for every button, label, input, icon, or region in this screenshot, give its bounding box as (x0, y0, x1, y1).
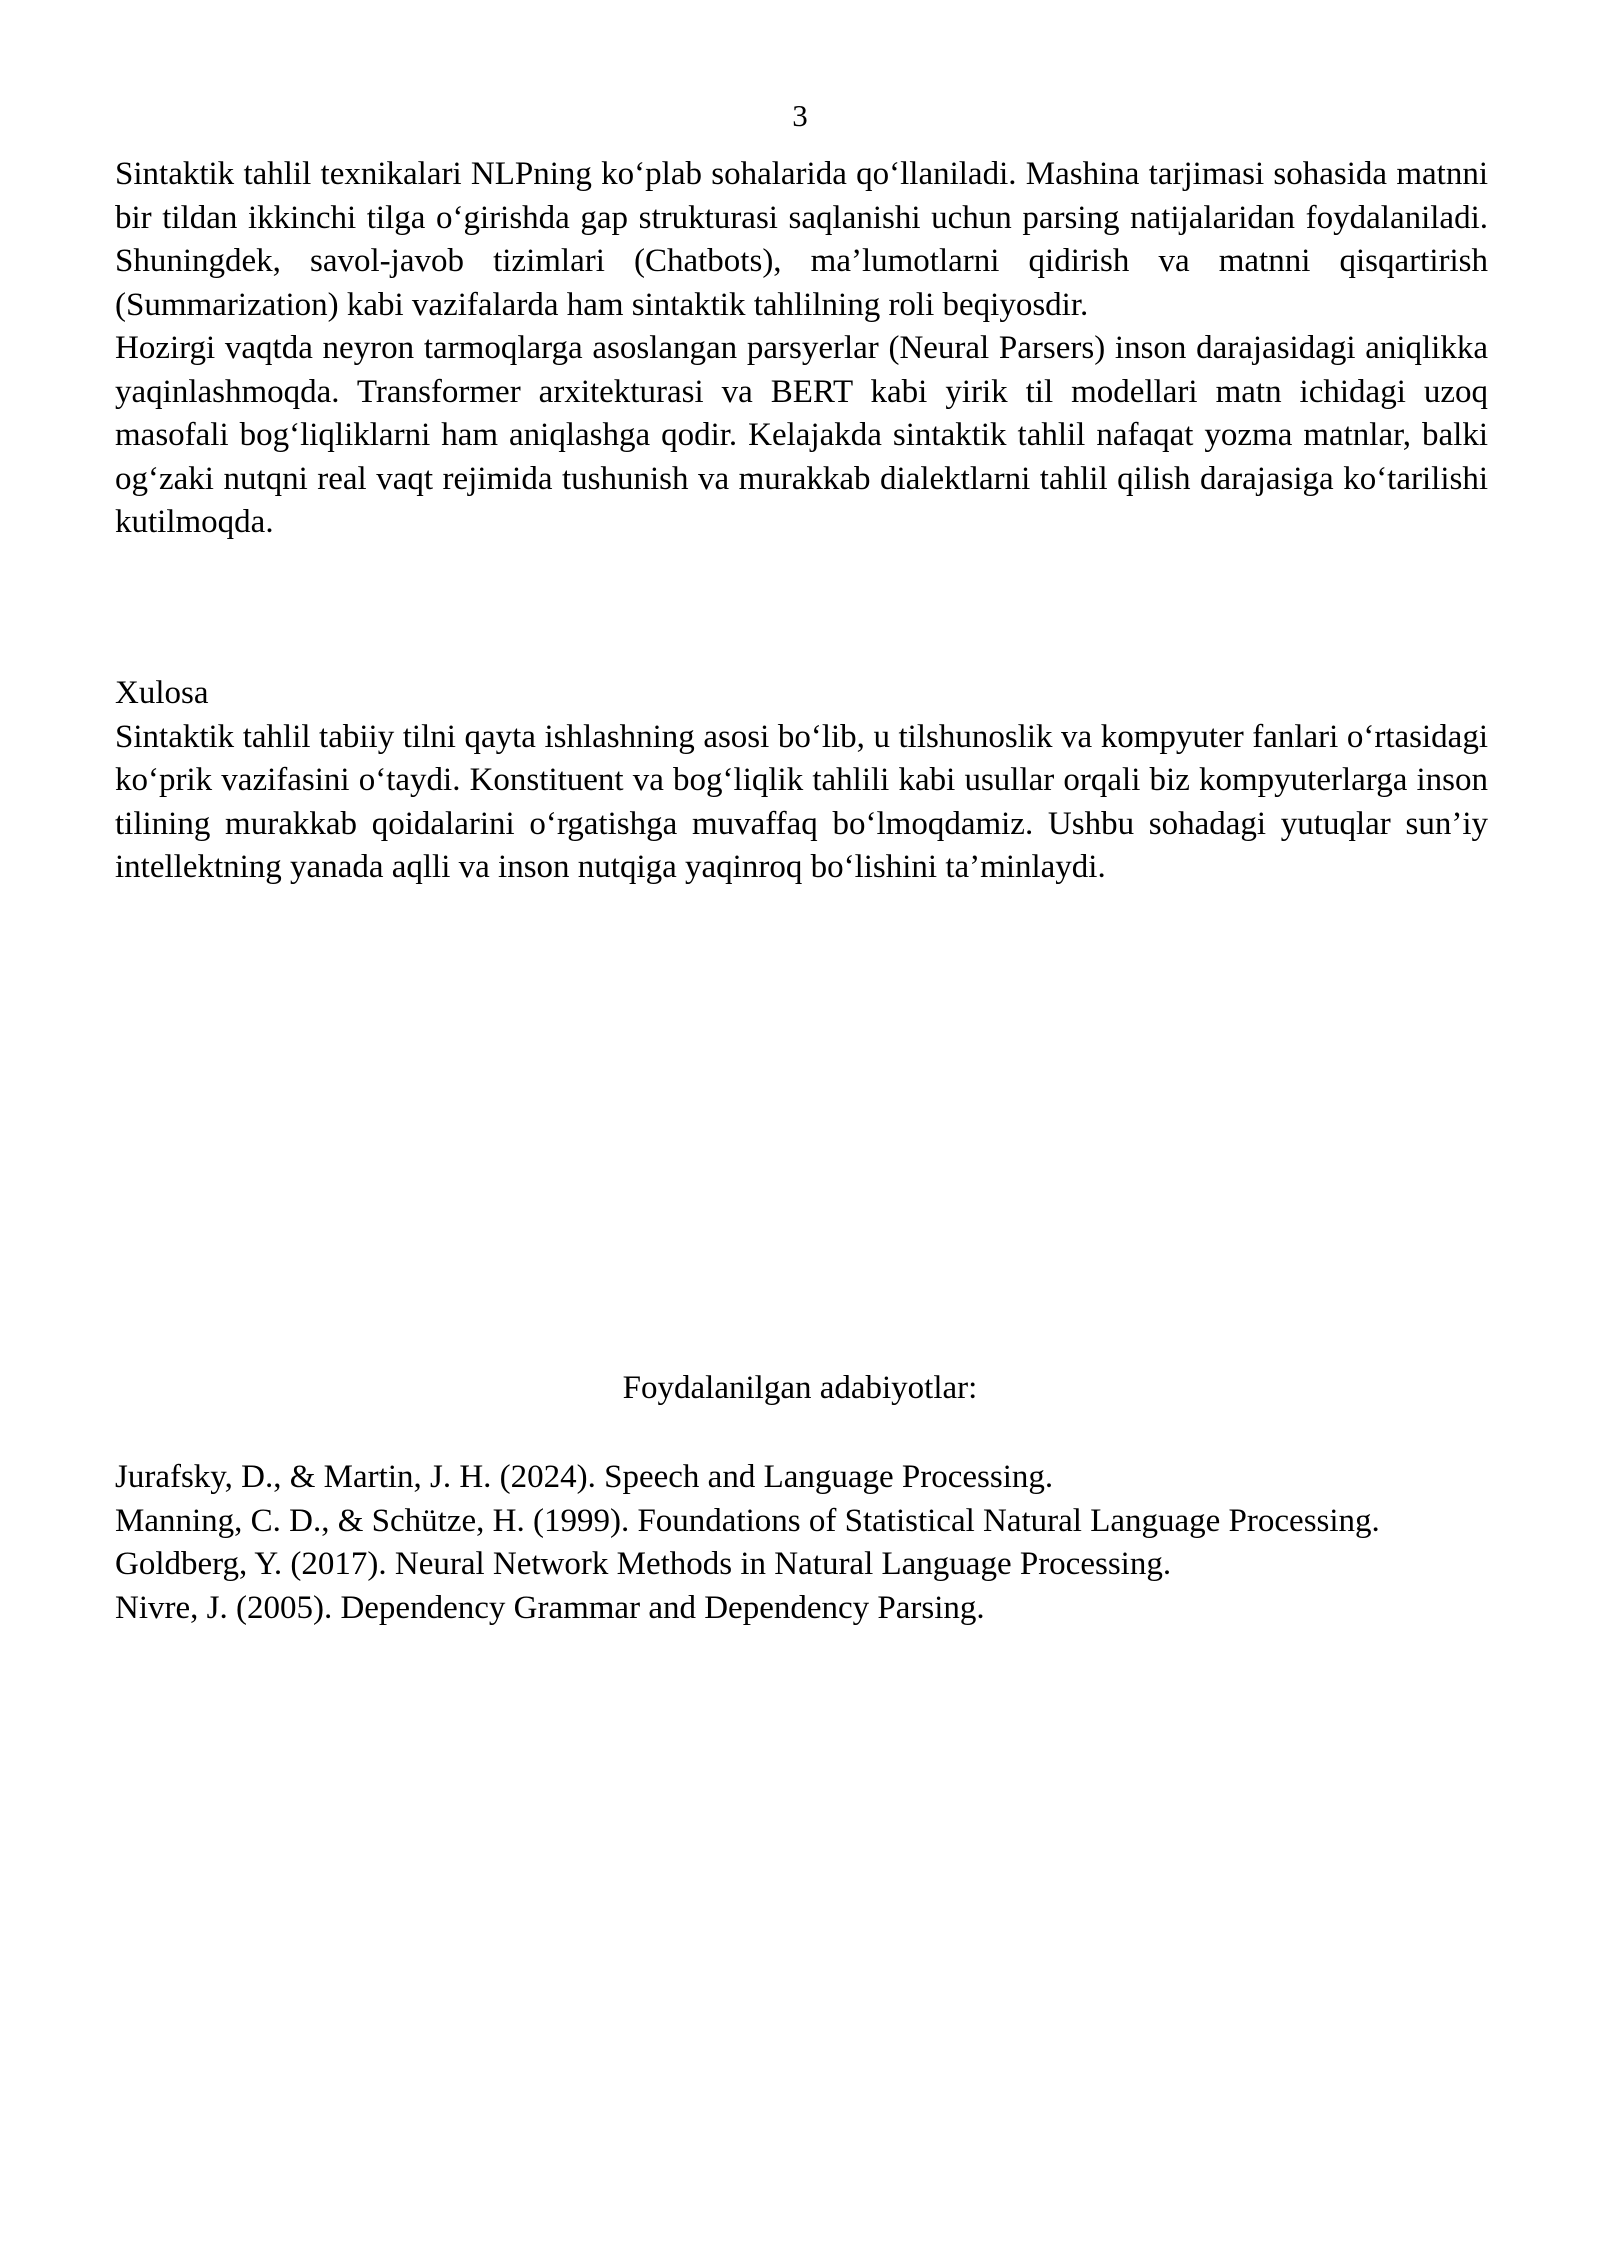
conclusion-paragraph: Sintaktik tahlil tabiiy tilni qayta ishlashning asosi bo‘lib, u tilshunoslik va kompyuter fanlari o‘rtasidagi ko‘prik vazifasini o‘taydi. Konstituent va bog‘liqlik tahlili kabi usullar orqali biz kompyuterlarga inson tilining murakkab qoidalarini o‘rgatishga muvaffaq bo‘lmoqdamiz. Ushbu sohadagi yutuqlar sun’iy intellektning yanada aqlli va inson nutqiga yaqinroq bo‘lishini ta’minlaydi. (115, 718, 1488, 885)
conclusion-heading: Xulosa (115, 675, 209, 711)
reference-item: Manning, C. D., & Schütze, H. (1999). Foundations of Statistical Natural Language Processing. (115, 1502, 1380, 1539)
page-number: 3 (792, 98, 808, 133)
reference-item: Nivre, J. (2005). Dependency Grammar and Dependency Parsing. (115, 1589, 985, 1626)
body-paragraph-2: Hozirgi vaqtda neyron tarmoqlarga asoslangan parsyerlar (Neural Parsers) inson darajasidagi aniqlikka yaqinlashmoqda. Transformer arxitekturasi va BERT kabi yirik til modellari matn ichidagi uzoq masofali bog‘liqliklarni ham aniqlashga qodir. Kelajakda sintaktik tahlil nafaqat yozma matnlar, balki og‘zaki nutqni real vaqt rejimida tushunish va murakkab dialektlarni tahlil qilish darajasiga ko‘tarilishi kutilmoqda. (115, 330, 1488, 540)
references-title: Foydalanilgan adabiyotlar: (622, 1370, 978, 1406)
body-section (115, 153, 1488, 545)
body-paragraph-1: Sintaktik tahlil texnikalari NLPning ko‘plab sohalarida qo‘llaniladi. Mashina tarjimasi sohasida matnni bir tildan ikkinchi tilga o‘girishda gap strukturasi saqlanishi uchun parsing natijalaridan foydalaniladi. Shuningdek, savol-javob tizimlari (Chatbots), ma’lumotlarni qidirish va matnni qisqartirish (Summarization) kabi vazifalarda ham sintaktik tahlilning roli beqiyosdir. (115, 156, 1488, 323)
references-list (115, 1456, 1488, 1630)
conclusion-section (115, 672, 1488, 890)
reference-item: Goldberg, Y. (2017). Neural Network Methods in Natural Language Processing. (115, 1546, 1172, 1582)
reference-item: Jurafsky, D., & Martin, J. H. (2024). Speech and Language Processing. (115, 1459, 1054, 1495)
